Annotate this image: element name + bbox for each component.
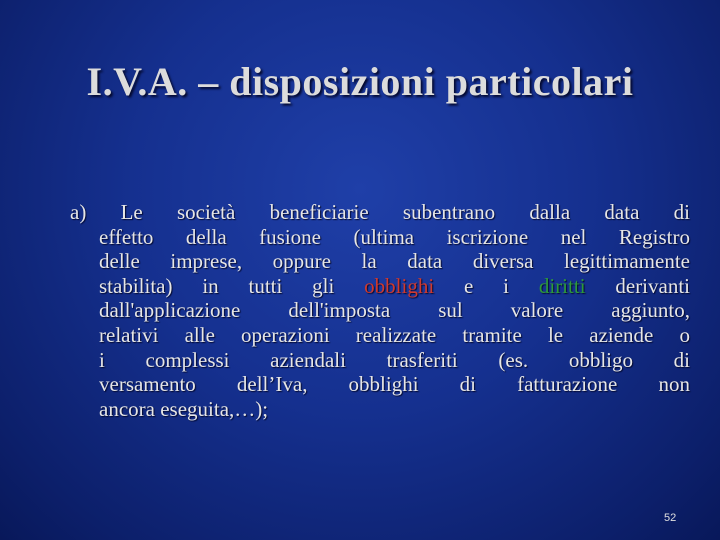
paragraph-line: i complessi aziendali trasferiti (es. obbligo di xyxy=(99,347,690,372)
text-segment: e i xyxy=(434,273,539,298)
slide-paragraph xyxy=(70,200,690,421)
text-segment: stabilita) in tutti gli xyxy=(99,273,365,298)
text-segment: derivanti xyxy=(585,273,691,298)
paragraph-line: ancora eseguita,…); xyxy=(99,396,269,421)
paragraph-line: relativi alle operazioni realizzate tramite le aziende o xyxy=(99,322,690,347)
highlight-diritti: diritti xyxy=(538,273,586,298)
paragraph-line xyxy=(70,274,690,299)
paragraph-line: delle imprese, oppure la data diversa legittimamente xyxy=(99,249,690,274)
page-number: 52 xyxy=(664,512,677,524)
paragraph-line: dall'applicazione dell'imposta sul valore aggiunto, xyxy=(99,298,690,323)
paragraph-line: a) Le società beneficiarie subentrano dalla data di xyxy=(70,200,690,224)
highlight-obblighi: obblighi xyxy=(364,273,435,298)
paragraph-line: effetto della fusione (ultima iscrizione nel Registro xyxy=(99,224,690,249)
slide-title: I.V.A. – disposizioni particolari xyxy=(86,59,634,104)
paragraph-line: versamento dell’Iva, obblighi di fatturazione non xyxy=(99,372,690,397)
